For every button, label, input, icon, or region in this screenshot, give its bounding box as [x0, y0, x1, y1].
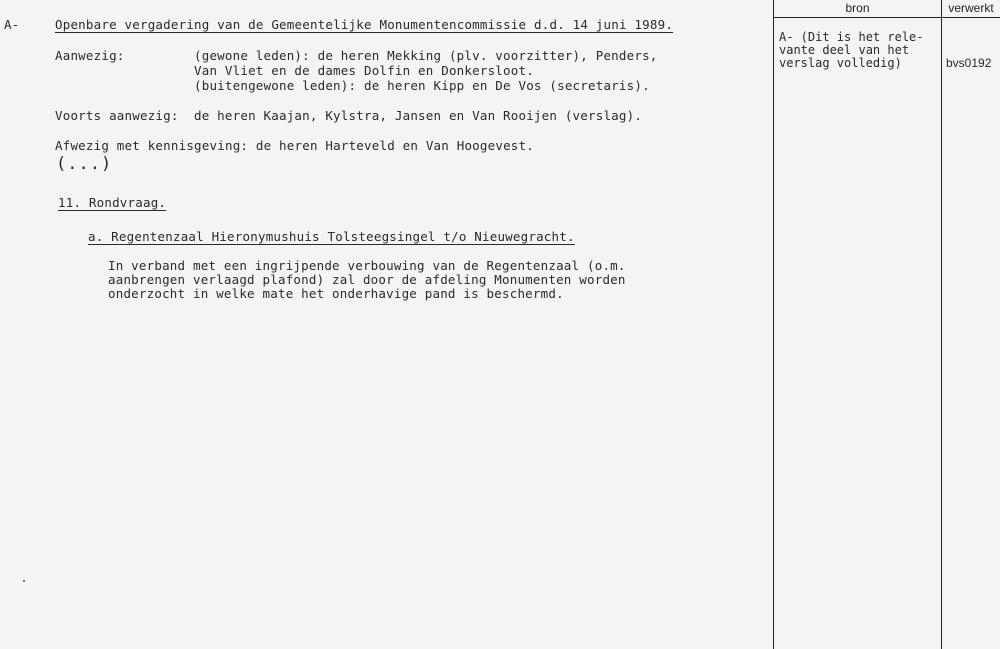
section-heading: 11. Rondvraag.: [58, 195, 167, 210]
body-line: aanbrengen verlaagd plafond) zal door de afdeling Monumenten worden: [108, 272, 626, 287]
verwerkt-code: bvs0192: [946, 56, 992, 70]
item-label: A-: [4, 17, 20, 32]
column-divider-left: [773, 0, 774, 649]
body-line: onderzocht in welke mate het onderhavige pand is beschermd.: [108, 286, 564, 301]
subitem-heading: a. Regentenzaal Hieronymushuis Tolsteegsingel t/o Nieuwegracht.: [88, 229, 575, 244]
present-line: (buitengewone leden): de heren Kipp en De Vos (secretaris).: [194, 78, 650, 93]
also-present-text: de heren Kaajan, Kylstra, Jansen en Van Rooijen (verslag).: [194, 108, 643, 123]
bron-column-header: bron: [845, 1, 870, 15]
column-header-rule: [773, 17, 1000, 18]
body-line: In verband met een ingrijpende verbouwing van de Regentenzaal (o.m.: [108, 258, 626, 273]
document-heading: Openbare vergadering van de Gemeentelijke Monumentencommissie d.d. 14 juni 1989.: [55, 17, 674, 32]
also-present-label: Voorts aanwezig:: [55, 108, 179, 123]
verwerkt-column-header: verwerkt: [948, 1, 994, 15]
bron-note-line: vante deel van het: [779, 43, 910, 57]
absent-text: Afwezig met kennisgeving: de heren Harteveld en Van Hoogevest.: [55, 138, 534, 153]
bron-note-line: verslag volledig): [779, 56, 902, 70]
paper-speck: [23, 580, 25, 582]
present-line: (gewone leden): de heren Mekking (plv. voorzitter), Penders,: [194, 48, 658, 63]
bron-note-line: A- (Dit is het rele-: [779, 30, 924, 44]
column-divider-middle: [941, 0, 942, 649]
present-line: Van Vliet en de dames Dolfin en Donkersloot.: [194, 63, 534, 78]
present-label: Aanwezig:: [55, 48, 125, 63]
omission-marker: (...): [56, 154, 113, 174]
